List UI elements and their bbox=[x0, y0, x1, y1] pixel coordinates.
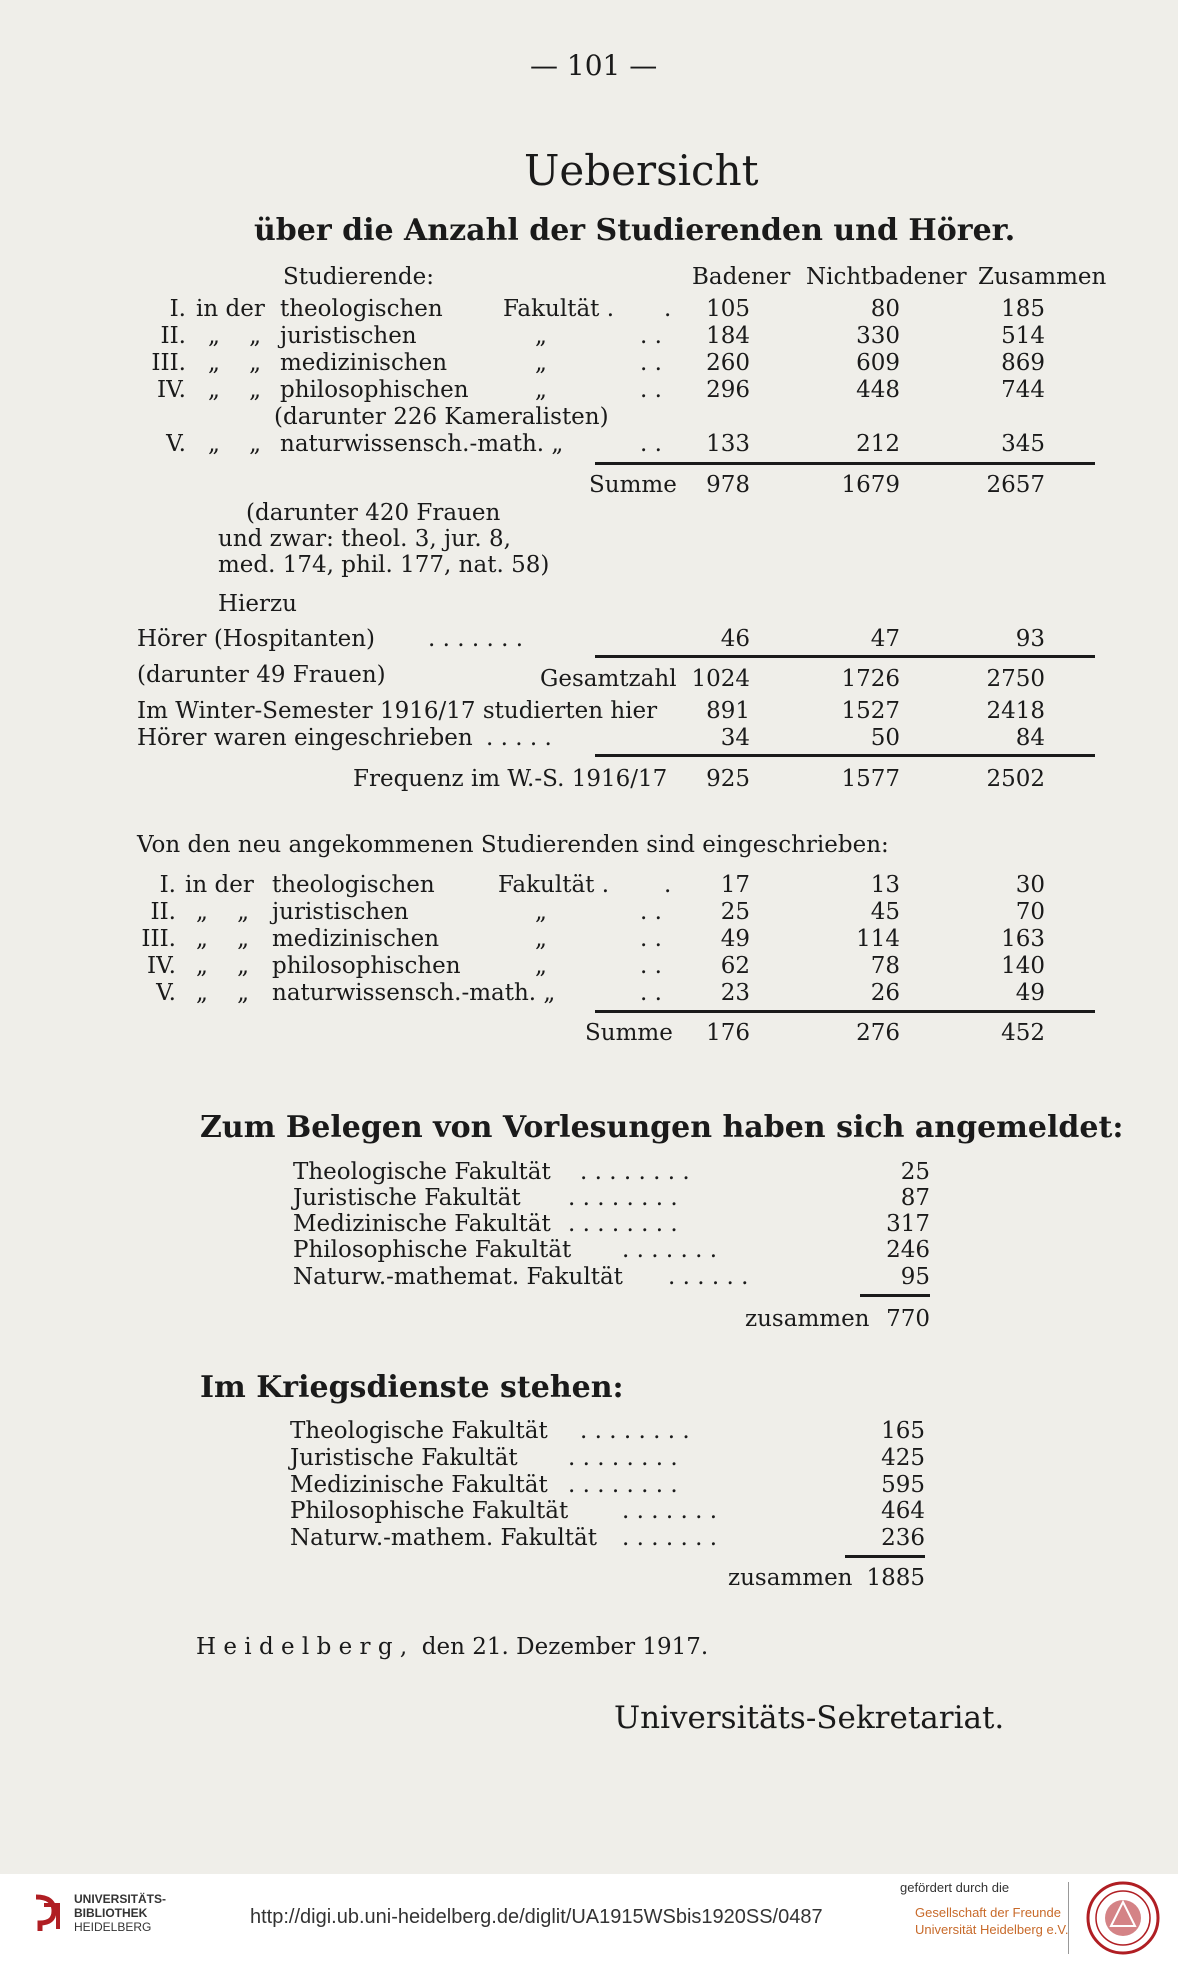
frauen-note-line: und zwar: theol. 3, jur. 8, bbox=[218, 526, 511, 552]
krieg-rule bbox=[845, 1555, 925, 1558]
item-value: 246 bbox=[886, 1237, 930, 1263]
value-badener: 25 bbox=[720, 899, 750, 925]
faculty-name: medizinischen bbox=[280, 350, 448, 376]
value-zusammen: 163 bbox=[1001, 926, 1045, 952]
value-zusammen: 84 bbox=[1015, 725, 1045, 751]
value-badener: 62 bbox=[720, 953, 750, 979]
value-zusammen: 2502 bbox=[986, 766, 1045, 792]
leader-dots: . . . . . . bbox=[668, 1264, 749, 1290]
page-subtitle: über die Anzahl der Studierenden und Hörer. bbox=[254, 213, 1016, 248]
leader-dots: . . . . . . . . bbox=[580, 1159, 690, 1185]
leader-dots: . . bbox=[640, 926, 662, 952]
item-value: 95 bbox=[900, 1264, 930, 1290]
faculty-name: naturwissensch.-math. „ bbox=[280, 431, 564, 457]
belegen-heading: Zum Belegen von Vorlesungen haben sich angemeldet: bbox=[200, 1110, 1124, 1145]
leader-dots: . . bbox=[640, 350, 662, 376]
library-logo[interactable] bbox=[30, 1892, 166, 1934]
value-zusammen: 2418 bbox=[986, 698, 1045, 724]
kameralisten-note: (darunter 226 Kameralisten) bbox=[274, 404, 609, 430]
value-badener: 184 bbox=[706, 323, 750, 349]
item-value: 236 bbox=[881, 1525, 925, 1551]
sum-label: Summe bbox=[585, 1020, 673, 1046]
row-prefix: in der bbox=[196, 296, 265, 322]
university-seal-icon bbox=[1085, 1880, 1161, 1956]
item-value: 464 bbox=[881, 1498, 925, 1524]
item-value: 317 bbox=[886, 1211, 930, 1237]
value-nichtbadener: 50 bbox=[870, 725, 900, 751]
row-number: IV. bbox=[147, 953, 176, 979]
value-badener: 105 bbox=[706, 296, 750, 322]
value-badener: 133 bbox=[706, 431, 750, 457]
column-header-badener: Badener bbox=[692, 264, 791, 290]
sum-rule bbox=[595, 462, 1095, 465]
leader-dots: . . . . . . . bbox=[622, 1498, 718, 1524]
value-nichtbadener: 47 bbox=[870, 626, 900, 652]
sum-zusammen: 2657 bbox=[986, 472, 1045, 498]
leader-dots: . . . . . . . . bbox=[568, 1211, 678, 1237]
belegen-total-value: 770 bbox=[886, 1306, 930, 1332]
leader-dots: . . . . . . . bbox=[428, 626, 524, 652]
row-prefix: in der bbox=[185, 872, 254, 898]
leader-dots: . . . . . . . bbox=[622, 1237, 718, 1263]
row-number: III. bbox=[151, 350, 186, 376]
row-prefix: „ „ bbox=[208, 350, 262, 376]
place-date: H e i d e l b e r g , den 21. Dezember 1917. bbox=[196, 1634, 709, 1660]
leader-dots: . . bbox=[640, 899, 662, 925]
value-nichtbadener: 609 bbox=[856, 350, 900, 376]
item-value: 165 bbox=[881, 1418, 925, 1444]
value-zusammen: 744 bbox=[1001, 377, 1045, 403]
source-url-link[interactable]: http://digi.ub.uni-heidelberg.de/diglit/UA1915WSbis1920SS/0487 bbox=[250, 1906, 823, 1928]
winter-label: Im Winter-Semester 1916/17 studierten hier bbox=[137, 698, 658, 724]
belegen-total-label: zusammen bbox=[745, 1306, 870, 1332]
leader-dots: . . . . . bbox=[486, 725, 552, 751]
value-nichtbadener: 78 bbox=[870, 953, 900, 979]
faculty-suffix: Fakultät . bbox=[498, 872, 610, 898]
value-badener: 891 bbox=[706, 698, 750, 724]
value-zusammen: 514 bbox=[1001, 323, 1045, 349]
sum-nichtbadener: 1679 bbox=[841, 472, 900, 498]
frequenz-rule bbox=[595, 754, 1095, 757]
value-zusammen: 70 bbox=[1015, 899, 1045, 925]
sum-rule bbox=[595, 1010, 1095, 1013]
item-label: Philosophische Fakultät bbox=[293, 1237, 572, 1263]
leader-dots: . . . . . . . . bbox=[568, 1185, 678, 1211]
value-zusammen: 30 bbox=[1015, 872, 1045, 898]
krieg-heading: Im Kriegsdienste stehen: bbox=[200, 1370, 624, 1405]
sum-label: Summe bbox=[589, 472, 677, 498]
column-header-nichtbadener: Nichtbadener bbox=[806, 264, 967, 290]
leader-dots: . . . . . . . . bbox=[568, 1472, 678, 1498]
leader-dots: . . bbox=[640, 953, 662, 979]
sum-nichtbadener: 276 bbox=[856, 1020, 900, 1046]
row-number: II. bbox=[150, 899, 176, 925]
value-badener: 23 bbox=[720, 980, 750, 1006]
faculty-suffix: Fakultät . bbox=[503, 296, 615, 322]
value-zusammen: 869 bbox=[1001, 350, 1045, 376]
faculty-suffix: „ bbox=[535, 377, 547, 403]
value-badener: 46 bbox=[720, 626, 750, 652]
value-nichtbadener: 114 bbox=[856, 926, 900, 952]
value-badener: 49 bbox=[720, 926, 750, 952]
total-rule bbox=[595, 655, 1095, 658]
krieg-total-label: zusammen bbox=[728, 1565, 853, 1591]
value-nichtbadener: 26 bbox=[870, 980, 900, 1006]
faculty-name: naturwissensch.-math. „ bbox=[272, 980, 556, 1006]
leader-dots: . bbox=[664, 872, 672, 898]
krieg-total-value: 1885 bbox=[866, 1565, 925, 1591]
column-header-zusammen: Zusammen bbox=[978, 264, 1107, 290]
leader-dots: . . bbox=[640, 323, 662, 349]
page-title: Uebersicht bbox=[524, 146, 759, 195]
row-prefix: „ „ bbox=[208, 323, 262, 349]
leader-dots: . . bbox=[640, 980, 662, 1006]
value-zusammen: 140 bbox=[1001, 953, 1045, 979]
value-badener: 296 bbox=[706, 377, 750, 403]
frauen-note-line: (darunter 420 Frauen bbox=[246, 500, 501, 526]
sum-badener: 978 bbox=[706, 472, 750, 498]
frauen-note-line: med. 174, phil. 177, nat. 58) bbox=[218, 552, 550, 578]
faculty-suffix: „ bbox=[535, 323, 547, 349]
library-logo-text: UNIVERSITÄTS- BIBLIOTHEK HEIDELBERG bbox=[74, 1892, 167, 1934]
sum-badener: 176 bbox=[706, 1020, 750, 1046]
faculty-name: philosophischen bbox=[280, 377, 469, 403]
faculty-suffix: „ bbox=[535, 926, 547, 952]
value-nichtbadener: 45 bbox=[870, 899, 900, 925]
item-label: Medizinische Fakultät bbox=[290, 1472, 548, 1498]
value-zusammen: 345 bbox=[1001, 431, 1045, 457]
value-nichtbadener: 448 bbox=[856, 377, 900, 403]
item-label: Naturw.-mathem. Fakultät bbox=[290, 1525, 597, 1551]
hoerer-label: Hörer (Hospitanten) bbox=[137, 626, 375, 652]
frequenz-label: Frequenz im W.-S. 1916/17 bbox=[353, 766, 668, 792]
row-prefix: „ „ bbox=[196, 926, 250, 952]
value-nichtbadener: 13 bbox=[870, 872, 900, 898]
footer-divider bbox=[1068, 1882, 1069, 1954]
value-zusammen: 49 bbox=[1015, 980, 1045, 1006]
faculty-name: juristischen bbox=[272, 899, 409, 925]
value-nichtbadener: 212 bbox=[856, 431, 900, 457]
value-nichtbadener: 1527 bbox=[841, 698, 900, 724]
row-prefix: „ „ bbox=[196, 899, 250, 925]
signature: Universitäts-Sekretariat. bbox=[614, 1700, 1005, 1736]
row-number: I. bbox=[169, 296, 186, 322]
value-badener: 1024 bbox=[691, 666, 750, 692]
row-number: II. bbox=[160, 323, 186, 349]
item-label: Naturw.-mathemat. Fakultät bbox=[293, 1264, 623, 1290]
gesamt-note: (darunter 49 Frauen) bbox=[137, 662, 386, 688]
faculty-name: theologischen bbox=[280, 296, 443, 322]
belegen-rule bbox=[860, 1294, 930, 1297]
hoerer-winter-label: Hörer waren eingeschrieben bbox=[137, 725, 473, 751]
item-label: Medizinische Fakultät bbox=[293, 1211, 551, 1237]
row-number: V. bbox=[156, 980, 176, 1006]
item-label: Theologische Fakultät bbox=[290, 1418, 548, 1444]
leader-dots: . bbox=[664, 296, 672, 322]
item-value: 25 bbox=[900, 1159, 930, 1185]
value-nichtbadener: 80 bbox=[870, 296, 900, 322]
page-number: — 101 — bbox=[530, 49, 658, 82]
library-logo-icon bbox=[30, 1893, 64, 1933]
faculty-name: theologischen bbox=[272, 872, 435, 898]
value-zusammen: 185 bbox=[1001, 296, 1045, 322]
hierzu-label: Hierzu bbox=[218, 591, 297, 617]
faculty-suffix: „ bbox=[535, 899, 547, 925]
neu-heading: Von den neu angekommenen Studierenden sind eingeschrieben: bbox=[137, 832, 889, 858]
leader-dots: . . . . . . . bbox=[622, 1525, 718, 1551]
value-nichtbadener: 1577 bbox=[841, 766, 900, 792]
item-label: Juristische Fakultät bbox=[293, 1185, 521, 1211]
item-value: 595 bbox=[881, 1472, 925, 1498]
leader-dots: . . bbox=[640, 431, 662, 457]
item-label: Theologische Fakultät bbox=[293, 1159, 551, 1185]
row-number: III. bbox=[141, 926, 176, 952]
footer-banner bbox=[0, 1874, 1178, 1961]
row-prefix: „ „ bbox=[196, 980, 250, 1006]
row-prefix: „ „ bbox=[196, 953, 250, 979]
value-zusammen: 2750 bbox=[986, 666, 1045, 692]
value-nichtbadener: 330 bbox=[856, 323, 900, 349]
leader-dots: . . . . . . . . bbox=[568, 1445, 678, 1471]
value-zusammen: 93 bbox=[1015, 626, 1045, 652]
row-prefix: „ „ bbox=[208, 431, 262, 457]
faculty-name: medizinischen bbox=[272, 926, 440, 952]
value-nichtbadener: 1726 bbox=[841, 666, 900, 692]
item-value: 425 bbox=[881, 1445, 925, 1471]
faculty-suffix: „ bbox=[535, 350, 547, 376]
value-badener: 260 bbox=[706, 350, 750, 376]
faculty-suffix: „ bbox=[535, 953, 547, 979]
item-label: Juristische Fakultät bbox=[290, 1445, 518, 1471]
faculty-name: philosophischen bbox=[272, 953, 461, 979]
leader-dots: . . bbox=[640, 377, 662, 403]
sponsor-name[interactable]: Gesellschaft der Freunde Universität Heidelberg e.V. bbox=[915, 1905, 1069, 1937]
sum-zusammen: 452 bbox=[1001, 1020, 1045, 1046]
studierende-label: Studierende: bbox=[283, 264, 435, 290]
value-badener: 34 bbox=[720, 725, 750, 751]
leader-dots: . . . . . . . . bbox=[580, 1418, 690, 1444]
item-value: 87 bbox=[900, 1185, 930, 1211]
row-number: I. bbox=[159, 872, 176, 898]
gesamt-label: Gesamtzahl bbox=[540, 666, 677, 692]
value-badener: 925 bbox=[706, 766, 750, 792]
row-number: V. bbox=[166, 431, 186, 457]
faculty-name: juristischen bbox=[280, 323, 417, 349]
row-number: IV. bbox=[157, 377, 186, 403]
sponsor-label: gefördert durch die bbox=[900, 1880, 1010, 1895]
row-prefix: „ „ bbox=[208, 377, 262, 403]
value-badener: 17 bbox=[720, 872, 750, 898]
item-label: Philosophische Fakultät bbox=[290, 1498, 569, 1524]
